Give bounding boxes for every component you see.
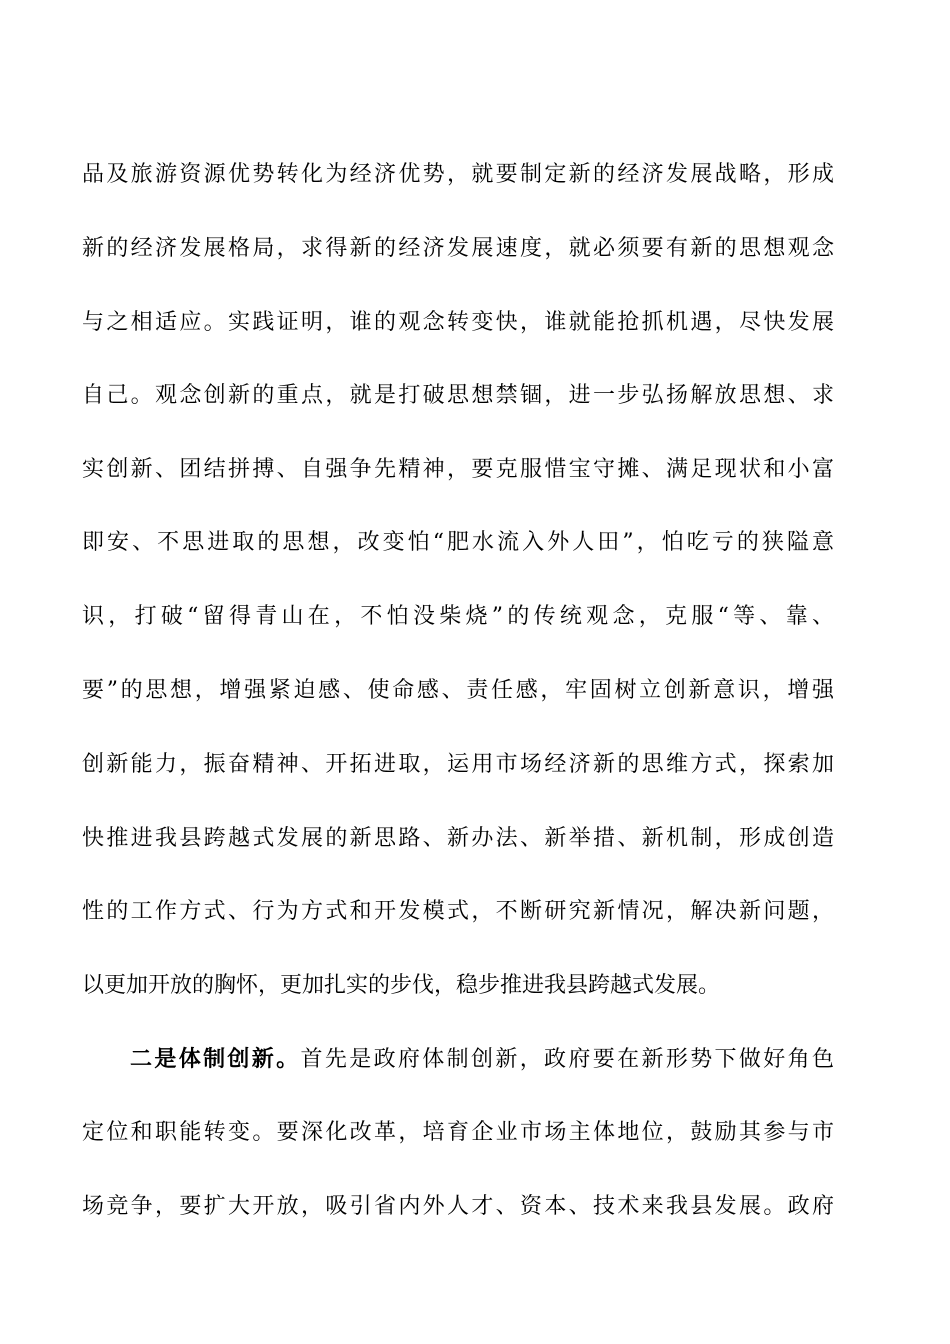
paragraph-line: 新的经济发展格局，求得新的经济发展速度，就必须要有新的思想观念 — [82, 236, 834, 261]
paragraph-first-line — [130, 1044, 834, 1075]
paragraph-line: 实创新、团结拼搏、自强争先精神，要克服惜宝守摊、满足现状和小富 — [82, 457, 834, 482]
paragraph-text: 首先是政府体制创新，政府要在新形势下做好角色 — [300, 1047, 834, 1072]
paragraph-line: 品及旅游资源优势转化为经济优势，就要制定新的经济发展战略，形成 — [82, 162, 834, 187]
paragraph-line: 要”的思想，增强紧迫感、使命感、责任感，牢固树立创新意识，增强 — [82, 678, 834, 703]
paragraph-line: 与之相适应。实践证明，谁的观念转变快，谁就能抢抓机遇，尽快发展 — [82, 310, 834, 335]
paragraph-line: 创新能力，振奋精神、开拓进取，运用市场经济新的思维方式，探索加 — [82, 752, 834, 777]
paragraph-line: 识，打破“留得青山在，不怕没柴烧”的传统观念，克服“等、靠、 — [82, 604, 834, 629]
paragraph-line: 场竞争，要扩大开放，吸引省内外人才、资本、技术来我县发展。政府 — [82, 1194, 834, 1219]
paragraph-line: 即安、不思进取的思想，改变怕“肥水流入外人田”，怕吃亏的狭隘意 — [82, 530, 834, 555]
paragraph-line: 性的工作方式、行为方式和开发模式，不断研究新情况，解决新问题， — [82, 899, 834, 924]
paragraph-line: 自己。观念创新的重点，就是打破思想禁锢，进一步弘扬解放思想、求 — [82, 383, 834, 408]
section-heading: 二是体制创新。 — [130, 1046, 301, 1072]
paragraph-line: 快推进我县跨越式发展的新思路、新办法、新举措、新机制，形成创造 — [82, 826, 834, 851]
paragraph-line: 定位和职能转变。要深化改革，培育企业市场主体地位，鼓励其参与市 — [82, 1120, 834, 1145]
paragraph-line: 以更加开放的胸怀，更加扎实的步伐，稳步推进我县跨越式发展。 — [82, 973, 721, 998]
